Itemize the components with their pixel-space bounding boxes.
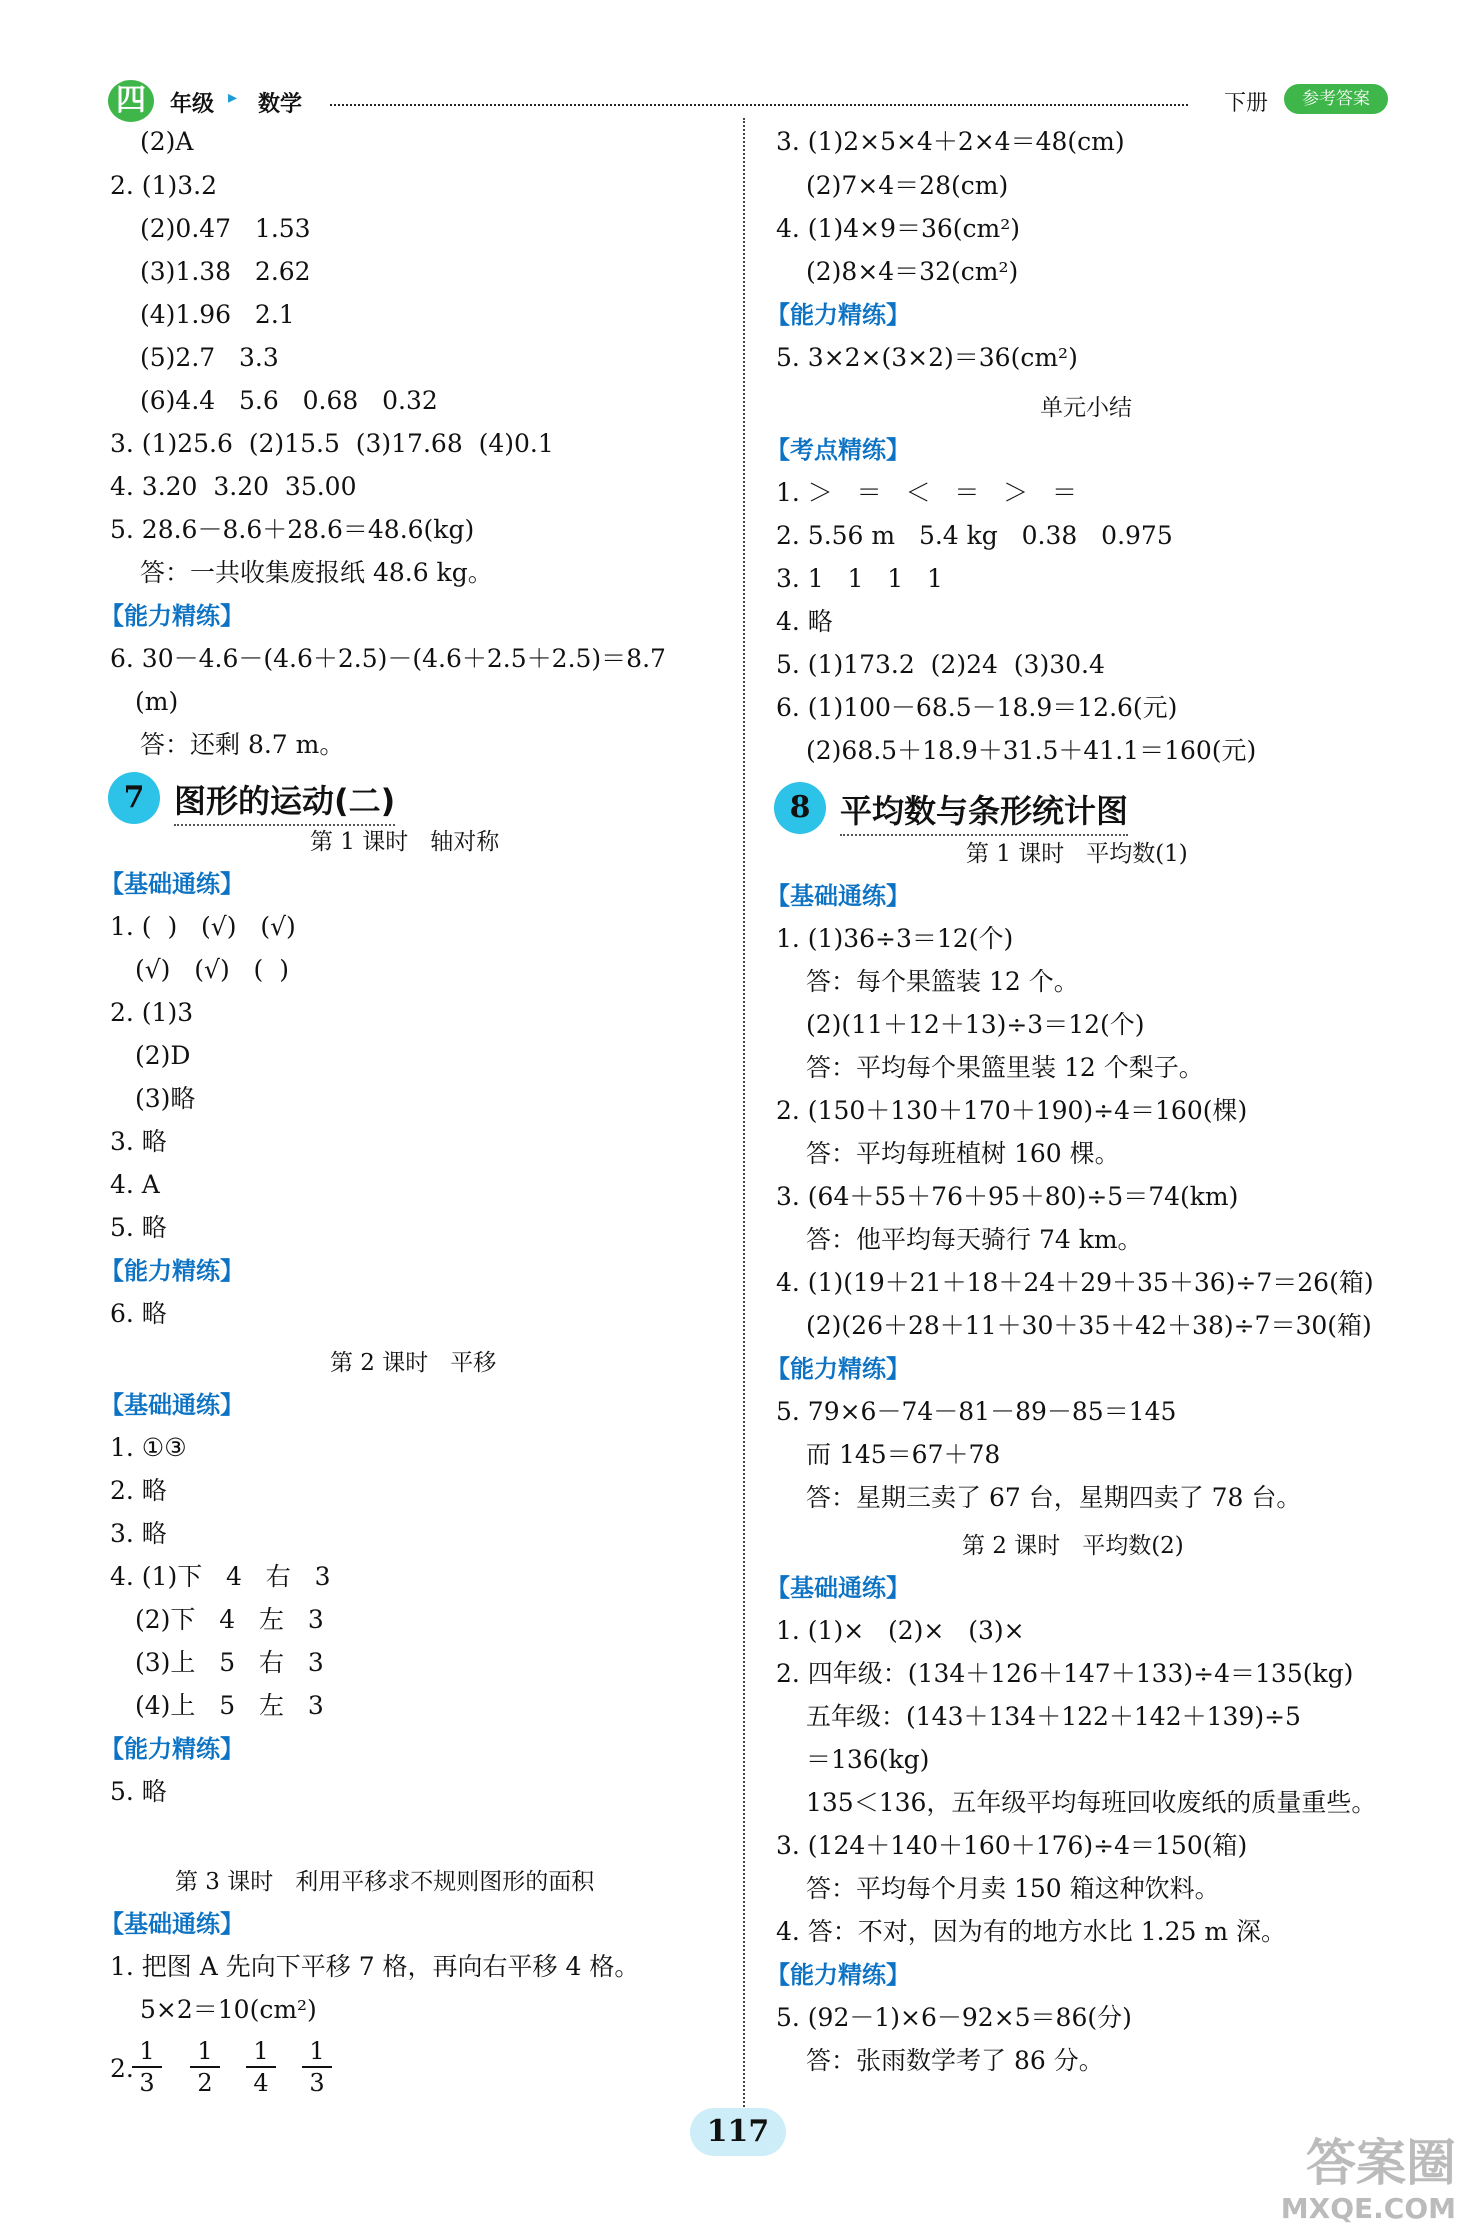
section-tag: 【基础通练】	[100, 1391, 244, 1419]
answer-line: 答：平均每个果篮里装 12 个梨子。	[806, 1053, 1204, 1082]
fraction: $\frac{1}{3}$	[132, 2036, 162, 2098]
grade-label: 年级	[170, 92, 215, 117]
section-tag: 【能力精练】	[100, 1257, 244, 1285]
answer-line: 答：每个果篮装 12 个。	[806, 967, 1079, 996]
section-tag: 【能力精练】	[100, 602, 244, 630]
fraction: $\frac{1}{3}$	[302, 2036, 332, 2098]
answer-line: (2)(26＋28＋11＋30＋35＋42＋38)÷7＝30(箱)	[806, 1311, 1372, 1340]
fraction: $\frac{1}{4}$	[246, 2036, 276, 2098]
answer-line: 答：他平均每天骑行 74 km。	[806, 1225, 1143, 1254]
answer-line: (2)68.5＋18.9＋31.5＋41.1＝160(元)	[806, 736, 1257, 765]
answer-line: 答：一共收集废报纸 48.6 kg。	[140, 558, 493, 587]
answer-line: 答：星期三卖了 67 台，星期四卖了 78 台。	[806, 1483, 1302, 1512]
answer-line: (4)1.96 2.1	[140, 300, 295, 329]
answer-line: 2.	[110, 2054, 134, 2083]
column-divider	[743, 118, 745, 2138]
answer-line: 1. ( ) (√) (√)	[110, 912, 296, 941]
lesson-title: 第 2 课时 平移	[330, 1350, 497, 1376]
section-tag: 【基础通练】	[100, 870, 244, 898]
answer-line: 3. 略	[110, 1519, 167, 1548]
answer-line: (2)0.47 1.53	[140, 214, 311, 243]
section-tag: 【考点精练】	[766, 436, 910, 464]
header-rule	[330, 104, 1188, 106]
arrow-icon: ▸	[228, 87, 238, 108]
answer-line: 2. (150＋130＋170＋190)÷4＝160(棵)	[776, 1096, 1248, 1125]
lesson-title: 第 1 课时 平均数(1)	[966, 841, 1188, 867]
answer-line: (3)略	[135, 1084, 196, 1113]
section-tag: 【基础通练】	[766, 1574, 910, 1602]
answer-line: ＝136(kg)	[806, 1745, 930, 1774]
section-tag: 【能力精练】	[766, 301, 910, 329]
answer-line: (2)D	[135, 1041, 191, 1070]
answer-line: 3. (64＋55＋76＋95＋80)÷5＝74(km)	[776, 1182, 1239, 1211]
answer-line: 5. 略	[110, 1213, 167, 1242]
answer-line: 5. 79×6－74－81－89－85＝145	[776, 1397, 1177, 1426]
answer-line: 答：平均每班植树 160 棵。	[806, 1139, 1120, 1168]
answer-line: (2)(11＋12＋13)÷3＝12(个)	[806, 1010, 1145, 1039]
page-number: 117	[690, 2108, 786, 2156]
lesson-title: 第 2 课时 平均数(2)	[962, 1533, 1184, 1559]
answer-line: 2. 5.56 m 5.4 kg 0.38 0.975	[776, 521, 1173, 550]
section-tag: 【基础通练】	[100, 1910, 244, 1938]
answer-line: 1. ＞ ＝ ＜ ＝ ＞ ＝	[776, 478, 1078, 507]
answer-line: 答：平均每个月卖 150 箱这种饮料。	[806, 1874, 1220, 1903]
answer-line: 135＜136，五年级平均每班回收废纸的质量重些。	[806, 1788, 1377, 1817]
answer-line: 答：张雨数学考了 86 分。	[806, 2046, 1104, 2075]
answer-line: 2. (1)3.2	[110, 171, 217, 200]
answer-line: 3. (1)2×5×4＋2×4＝48(cm)	[776, 127, 1125, 156]
answer-line: 1. (1)36÷3＝12(个)	[776, 924, 1014, 953]
answer-line: 4. (1)4×9＝36(cm²)	[776, 214, 1021, 243]
answer-line: 而 145＝67＋78	[806, 1440, 1001, 1469]
watermark-url: MXQE.COM	[1280, 2192, 1456, 2225]
answer-line: 3. 略	[110, 1127, 167, 1156]
answer-line: 五年级：(143＋134＋122＋142＋139)÷5	[806, 1702, 1301, 1731]
section-tag: 【能力精练】	[766, 1961, 910, 1989]
section-tag: 【能力精练】	[100, 1735, 244, 1763]
answer-line: 答：还剩 8.7 m。	[140, 730, 345, 759]
answer-line: 4. A	[110, 1170, 160, 1199]
fraction: $\frac{1}{2}$	[190, 2036, 220, 2098]
answer-line: 5. 3×2×(3×2)＝36(cm²)	[776, 343, 1078, 372]
answer-line: 4. (1)(19＋21＋18＋24＋29＋35＋36)÷7＝26(箱)	[776, 1268, 1374, 1297]
answer-line: (2)A	[140, 127, 194, 156]
answer-line: 5. 略	[110, 1777, 167, 1806]
answer-line: (3)1.38 2.62	[140, 257, 311, 286]
chapter-title: 平均数与条形统计图	[840, 786, 1128, 836]
chapter-heading	[108, 770, 528, 826]
chapter-number: 7	[108, 772, 160, 824]
answer-line: (2)7×4＝28(cm)	[806, 171, 1009, 200]
answer-line: (3)上 5 右 3	[135, 1648, 324, 1677]
answer-line: 1. ①③	[110, 1433, 187, 1462]
lesson-title: 第 3 课时 利用平移求不规则图形的面积	[175, 1869, 595, 1895]
chapter-heading	[774, 780, 1334, 836]
answer-line: 3. 1 1 1 1	[776, 564, 943, 593]
answer-line: 1. 把图 A 先向下平移 7 格，再向右平移 4 格。	[110, 1952, 640, 1981]
answer-line: 4. 答：不对，因为有的地方水比 1.25 m 深。	[776, 1917, 1287, 1946]
answer-line: (2)下 4 左 3	[135, 1605, 324, 1634]
chapter-title: 图形的运动(二)	[174, 776, 395, 826]
answer-line: (m)	[135, 687, 179, 716]
watermark-logo	[1281, 2134, 1456, 2226]
watermark-main: 答案圈	[1306, 2134, 1456, 2192]
answer-line: 2. 略	[110, 1476, 167, 1505]
answer-line: 5. 28.6－8.6＋28.6＝48.6(kg)	[110, 515, 475, 544]
answer-line: (5)2.7 3.3	[140, 343, 279, 372]
section-tag: 【能力精练】	[766, 1355, 910, 1383]
answer-line: (4)上 5 左 3	[135, 1691, 324, 1720]
answer-line: 4. 略	[776, 607, 833, 636]
answer-line: 2. (1)3	[110, 998, 194, 1027]
answer-line: 1. (1)× (2)× (3)×	[776, 1616, 1025, 1645]
answer-line: 5. (1)173.2 (2)24 (3)30.4	[776, 650, 1105, 679]
answer-line: 3. (124＋140＋160＋176)÷4＝150(箱)	[776, 1831, 1248, 1860]
answer-line: 5×2＝10(cm²)	[140, 1995, 317, 2024]
answer-line: 6. 30－4.6－(4.6＋2.5)－(4.6＋2.5＋2.5)＝8.7	[110, 644, 666, 673]
section-tag: 【基础通练】	[766, 882, 910, 910]
grade-badge: 四	[108, 80, 154, 122]
answer-tag: 参考答案	[1284, 84, 1388, 114]
answer-line: 2. 四年级：(134＋126＋147＋133)÷4＝135(kg)	[776, 1659, 1354, 1688]
chapter-number: 8	[774, 782, 826, 834]
answer-line: 3. (1)25.6 (2)15.5 (3)17.68 (4)0.1	[110, 429, 554, 458]
answer-line: 4. (1)下 4 右 3	[110, 1562, 331, 1591]
page-header	[108, 80, 1388, 124]
answer-line: (√) (√) ( )	[135, 955, 289, 984]
subject-label: 数学	[258, 92, 303, 117]
answer-line: 5. (92－1)×6－92×5＝86(分)	[776, 2003, 1132, 2032]
volume-label: 下册	[1223, 91, 1268, 116]
summary-title: 单元小结	[1040, 395, 1132, 421]
answer-line: 4. 3.20 3.20 35.00	[110, 472, 357, 501]
answer-line: (2)8×4＝32(cm²)	[806, 257, 1019, 286]
answer-line: 6. (1)100－68.5－18.9＝12.6(元)	[776, 693, 1178, 722]
answer-line: 6. 略	[110, 1299, 167, 1328]
answer-line: (6)4.4 5.6 0.68 0.32	[140, 386, 438, 415]
lesson-title: 第 1 课时 轴对称	[310, 829, 500, 855]
